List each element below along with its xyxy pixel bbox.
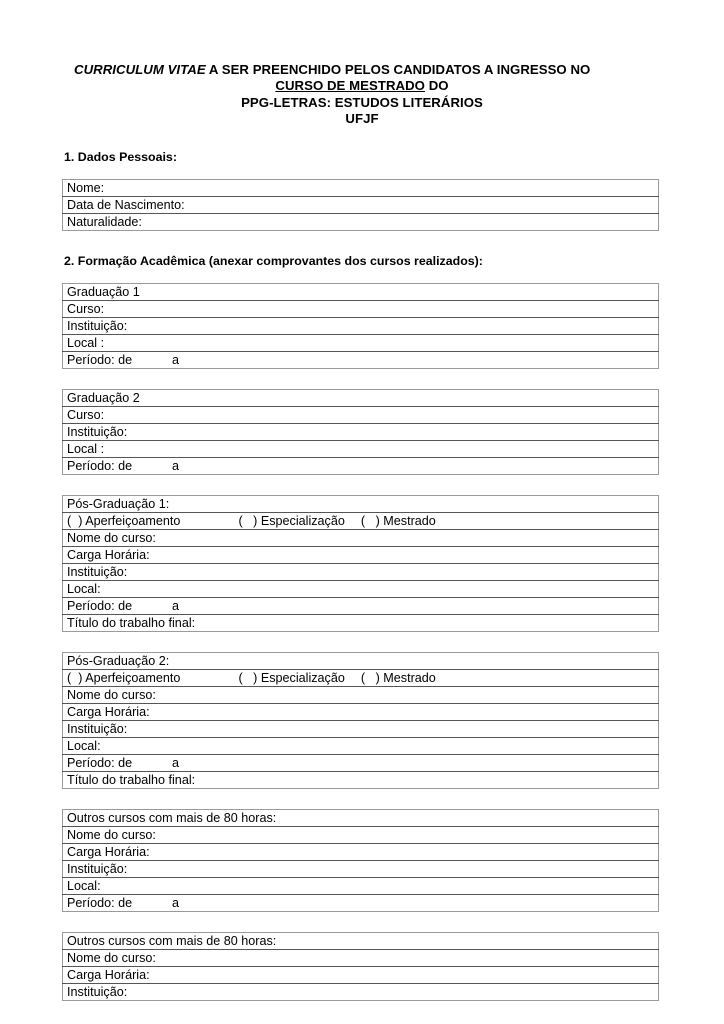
label-pos-graduacao-1: Pós-Graduação 1: <box>63 495 659 512</box>
table-pos-graduacao-1 <box>62 495 659 632</box>
table-row <box>63 457 659 474</box>
field-data-nascimento[interactable]: Data de Nascimento: <box>63 196 659 213</box>
table-dados-pessoais <box>62 179 659 231</box>
table-row <box>63 563 659 580</box>
label-pos-graduacao-2: Pós-Graduação 2: <box>63 652 659 669</box>
table-row <box>63 512 659 529</box>
field-instituicao[interactable]: Instituição: <box>63 423 659 440</box>
table-row <box>63 389 659 406</box>
table-row <box>63 809 659 826</box>
label-outros-cursos: Outros cursos com mais de 80 horas: <box>63 809 659 826</box>
field-carga-horaria[interactable]: Carga Horária: <box>63 966 659 983</box>
table-row <box>63 597 659 614</box>
title-line-4: UFJF <box>345 111 379 127</box>
table-row <box>63 351 659 368</box>
table-row <box>63 213 659 230</box>
field-periodo[interactable]: Período: de a <box>63 457 659 474</box>
field-periodo[interactable]: Período: de a <box>63 894 659 911</box>
field-local[interactable]: Local: <box>63 580 659 597</box>
table-row <box>63 843 659 860</box>
table-row <box>63 406 659 423</box>
table-row <box>63 720 659 737</box>
field-instituicao[interactable]: Instituição: <box>63 983 659 1000</box>
table-row <box>63 179 659 196</box>
title-line-2 <box>62 78 662 94</box>
field-nome-do-curso[interactable]: Nome do curso: <box>63 686 659 703</box>
table-row <box>63 529 659 546</box>
table-row <box>63 703 659 720</box>
label-graduacao-1: Graduação 1 <box>63 283 659 300</box>
table-row <box>63 440 659 457</box>
field-instituicao[interactable]: Instituição: <box>63 317 659 334</box>
table-row <box>63 300 659 317</box>
table-row <box>63 423 659 440</box>
field-naturalidade[interactable]: Naturalidade: <box>63 213 659 230</box>
field-carga-horaria[interactable]: Carga Horária: <box>63 843 659 860</box>
field-curso[interactable]: Curso: <box>63 406 659 423</box>
title-line-3: PPG-LETRAS: ESTUDOS LITERÁRIOS <box>241 94 483 110</box>
field-instituicao[interactable]: Instituição: <box>63 860 659 877</box>
field-tipo-checkboxes[interactable]: ( ) Aperfeiçoamento ( ) Especialização ( ) Mestrado <box>63 512 659 529</box>
title-line-1 <box>62 62 662 78</box>
field-periodo[interactable]: Período: de a <box>63 754 659 771</box>
table-row <box>63 546 659 563</box>
field-instituicao[interactable]: Instituição: <box>63 720 659 737</box>
section-heading-formacao-academica: 2. Formação Acadêmica (anexar comprovantes dos cursos realizados): <box>64 253 483 268</box>
table-row <box>63 334 659 351</box>
table-row <box>63 737 659 754</box>
label-outros-cursos: Outros cursos com mais de 80 horas: <box>63 932 659 949</box>
table-row <box>63 894 659 911</box>
field-curso[interactable]: Curso: <box>63 300 659 317</box>
section-heading-dados-pessoais: 1. Dados Pessoais: <box>64 149 177 164</box>
table-row <box>63 614 659 631</box>
field-nome-do-curso[interactable]: Nome do curso: <box>63 529 659 546</box>
table-row <box>63 580 659 597</box>
field-titulo-trabalho-final[interactable]: Título do trabalho final: <box>63 771 659 788</box>
table-row <box>63 196 659 213</box>
table-outros-cursos-1 <box>62 809 659 912</box>
table-row <box>63 860 659 877</box>
table-row <box>63 983 659 1000</box>
table-row <box>63 826 659 843</box>
field-local[interactable]: Local: <box>63 877 659 894</box>
title-line-2-rest: DO <box>424 78 449 94</box>
table-row <box>63 283 659 300</box>
table-pos-graduacao-2 <box>62 652 659 789</box>
table-row <box>63 771 659 788</box>
table-row <box>63 495 659 512</box>
title-line-1-rest: A SER PREENCHIDO PELOS CANDIDATOS A INGRESSO NO <box>205 62 591 77</box>
document-title <box>62 0 662 128</box>
table-row <box>63 652 659 669</box>
field-local[interactable]: Local : <box>63 440 659 457</box>
table-row <box>63 686 659 703</box>
table-row <box>63 317 659 334</box>
table-row <box>63 966 659 983</box>
title-curso-mestrado: CURSO DE MESTRADO <box>275 78 425 94</box>
field-titulo-trabalho-final[interactable]: Título do trabalho final: <box>63 614 659 631</box>
field-carga-horaria[interactable]: Carga Horária: <box>63 703 659 720</box>
field-tipo-checkboxes[interactable]: ( ) Aperfeiçoamento ( ) Especialização ( ) Mestrado <box>63 669 659 686</box>
title-curriculum-vitae: CURRICULUM VITAE <box>74 62 206 77</box>
field-local[interactable]: Local : <box>63 334 659 351</box>
field-local[interactable]: Local: <box>63 737 659 754</box>
table-row <box>63 949 659 966</box>
field-nome-do-curso[interactable]: Nome do curso: <box>63 826 659 843</box>
table-graduacao-1 <box>62 283 659 369</box>
table-graduacao-2 <box>62 389 659 475</box>
field-nome[interactable]: Nome: <box>63 179 659 196</box>
table-row <box>63 754 659 771</box>
label-graduacao-2: Graduação 2 <box>63 389 659 406</box>
table-outros-cursos-2 <box>62 932 659 1001</box>
field-nome-do-curso[interactable]: Nome do curso: <box>63 949 659 966</box>
field-carga-horaria[interactable]: Carga Horária: <box>63 546 659 563</box>
field-instituicao[interactable]: Instituição: <box>63 563 659 580</box>
table-row <box>63 877 659 894</box>
field-periodo[interactable]: Período: de a <box>63 597 659 614</box>
table-row <box>63 932 659 949</box>
table-row <box>63 669 659 686</box>
field-periodo[interactable]: Período: de a <box>63 351 659 368</box>
